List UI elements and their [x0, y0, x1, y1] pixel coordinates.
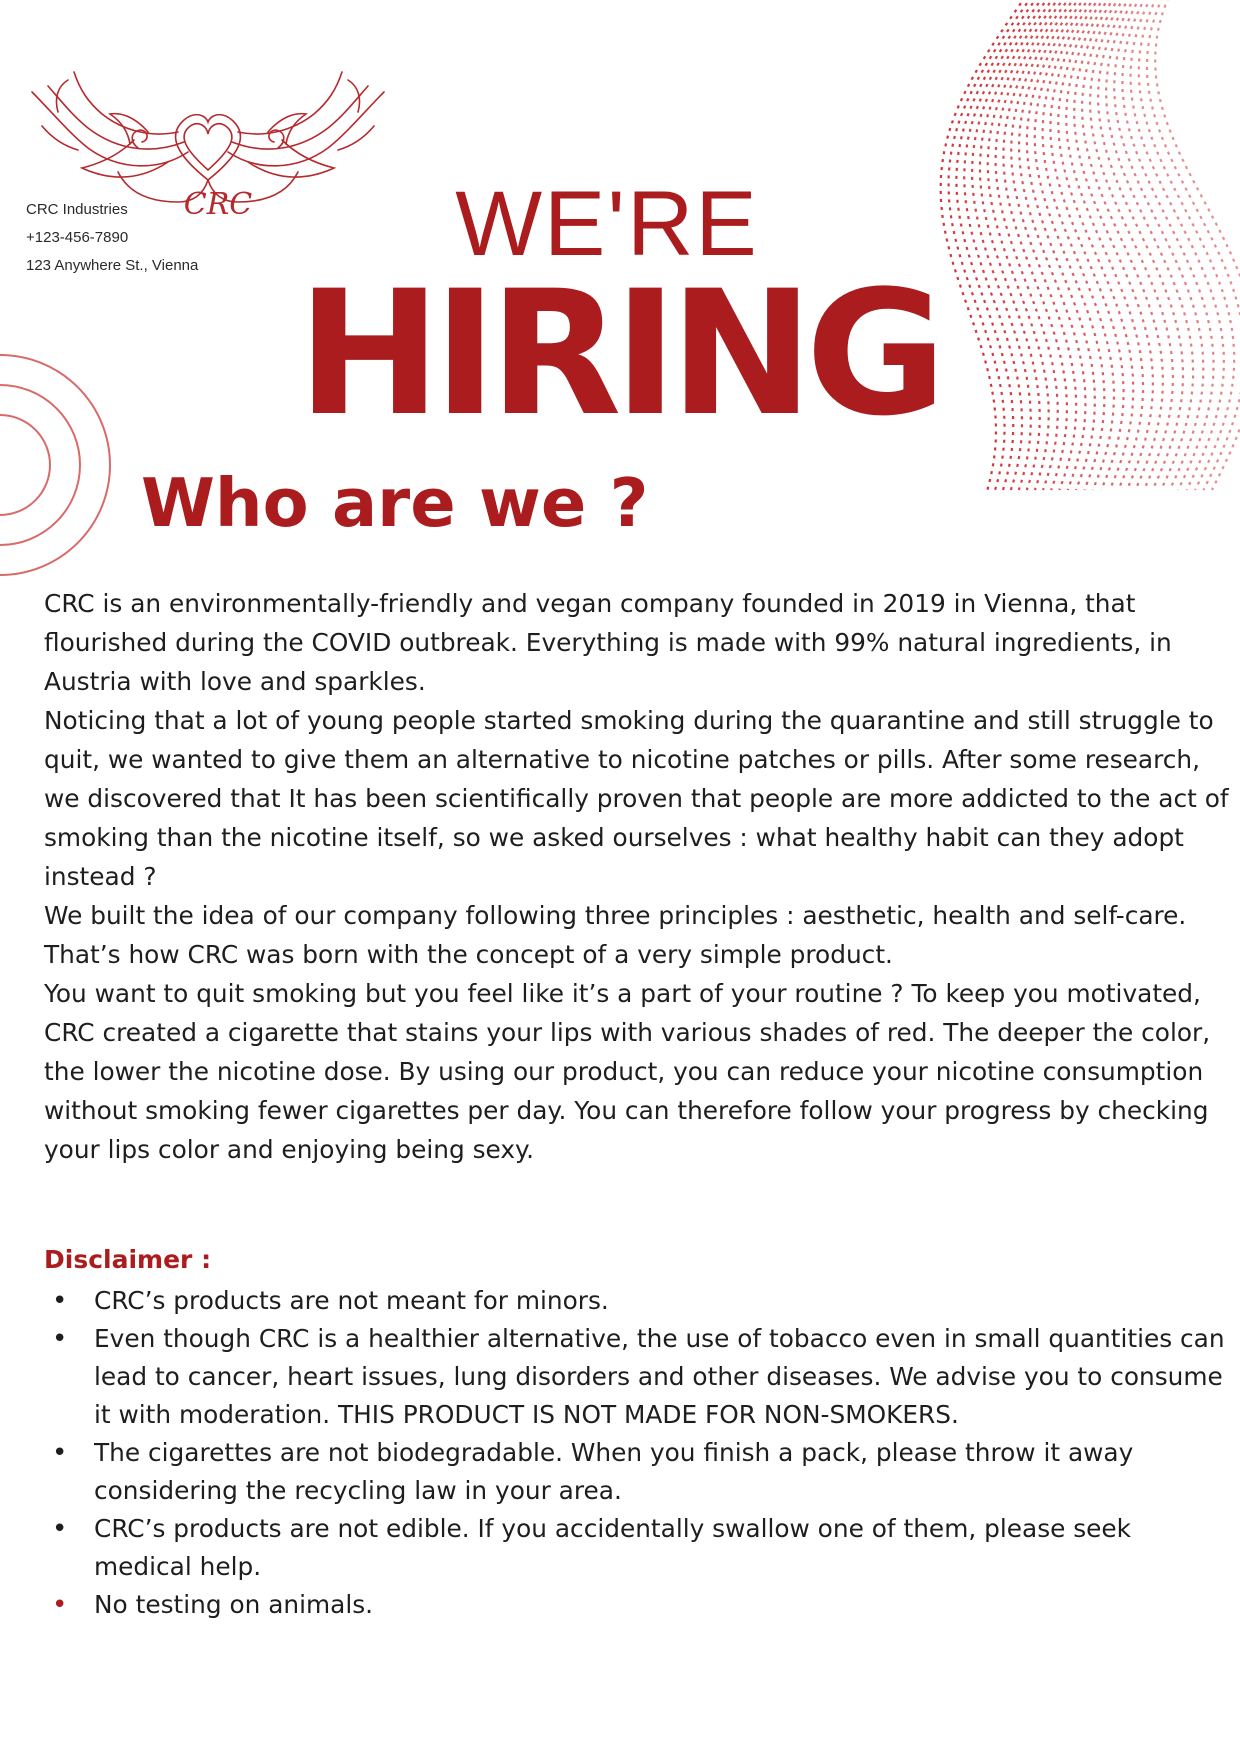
disclaimer-title: Disclaimer :: [44, 1245, 212, 1274]
headline-hiring: HIRING: [297, 253, 939, 454]
company-name: CRC Industries: [26, 201, 128, 218]
logo-text: CRC: [183, 187, 253, 222]
body-paragraph: CRC is an environmentally-friendly and vegan company founded in 2019 in Vienna, that flourished during the COVID outbreak. Everything is made with 99% natural ingredients, in Austria with love and sparkles.: [44, 589, 1172, 696]
phone-number: +123-456-7890: [26, 229, 129, 246]
body-paragraph: You want to quit smoking but you feel like it’s a part of your routine ? To keep you motivated, CRC created a cigarette that stains your lips with various shades of red. The deeper the color, the lower the nicotine dose. By using our product, you can reduce your nicotine consumption without smoking fewer cigarettes per day. You can therefore follow your progress by checking your lips color and enjoying being sexy.: [44, 979, 1211, 1164]
disclaimer-item: • CRC’s products are not meant for minors.: [44, 1282, 1234, 1320]
bullet-icon: •: [52, 1438, 68, 1468]
disclaimer-item: • No testing on animals.: [44, 1586, 1234, 1624]
disclaimer-item: • CRC’s products are not edible. If you accidentally swallow one of them, please seek medical help.: [44, 1510, 1234, 1586]
section-title: Who are we ?: [141, 464, 649, 542]
disclaimer-list: [44, 1282, 1234, 1624]
disclaimer-item: • The cigarettes are not biodegradable. When you finish a pack, please throw it away considering the recycling law in your area.: [44, 1434, 1234, 1510]
body-paragraph: Noticing that a lot of young people started smoking during the quarantine and still struggle to quit, we wanted to give them an alternative to nicotine patches or pills. After some research, we discovered that It has been scientifically proven that people are more addicted to the act of smoking than the nicotine itself, so we asked ourselves : what healthy habit can they adopt instead ?: [44, 706, 1229, 891]
body-paragraph: We built the idea of our company following three principles : aesthetic, health and self-care.: [44, 901, 1187, 930]
about-body: [44, 584, 1240, 1169]
bullet-icon: •: [52, 1324, 68, 1354]
disclaimer-item: • Even though CRC is a healthier alternative, the use of tobacco even in small quantities can lead to cancer, heart issues, lung disorders and other diseases. We advise you to consume it with moderation. THIS PRODUCT IS NOT MADE FOR NON-SMOKERS.: [44, 1320, 1234, 1434]
headline-were: WE'RE: [455, 173, 759, 275]
body-paragraph: That’s how CRC was born with the concept of a very simple product.: [44, 940, 893, 969]
bullet-icon: •: [52, 1286, 68, 1316]
bullet-icon: •: [52, 1514, 68, 1544]
bullet-icon: •: [52, 1590, 68, 1620]
address: 123 Anywhere St., Vienna: [26, 257, 199, 274]
